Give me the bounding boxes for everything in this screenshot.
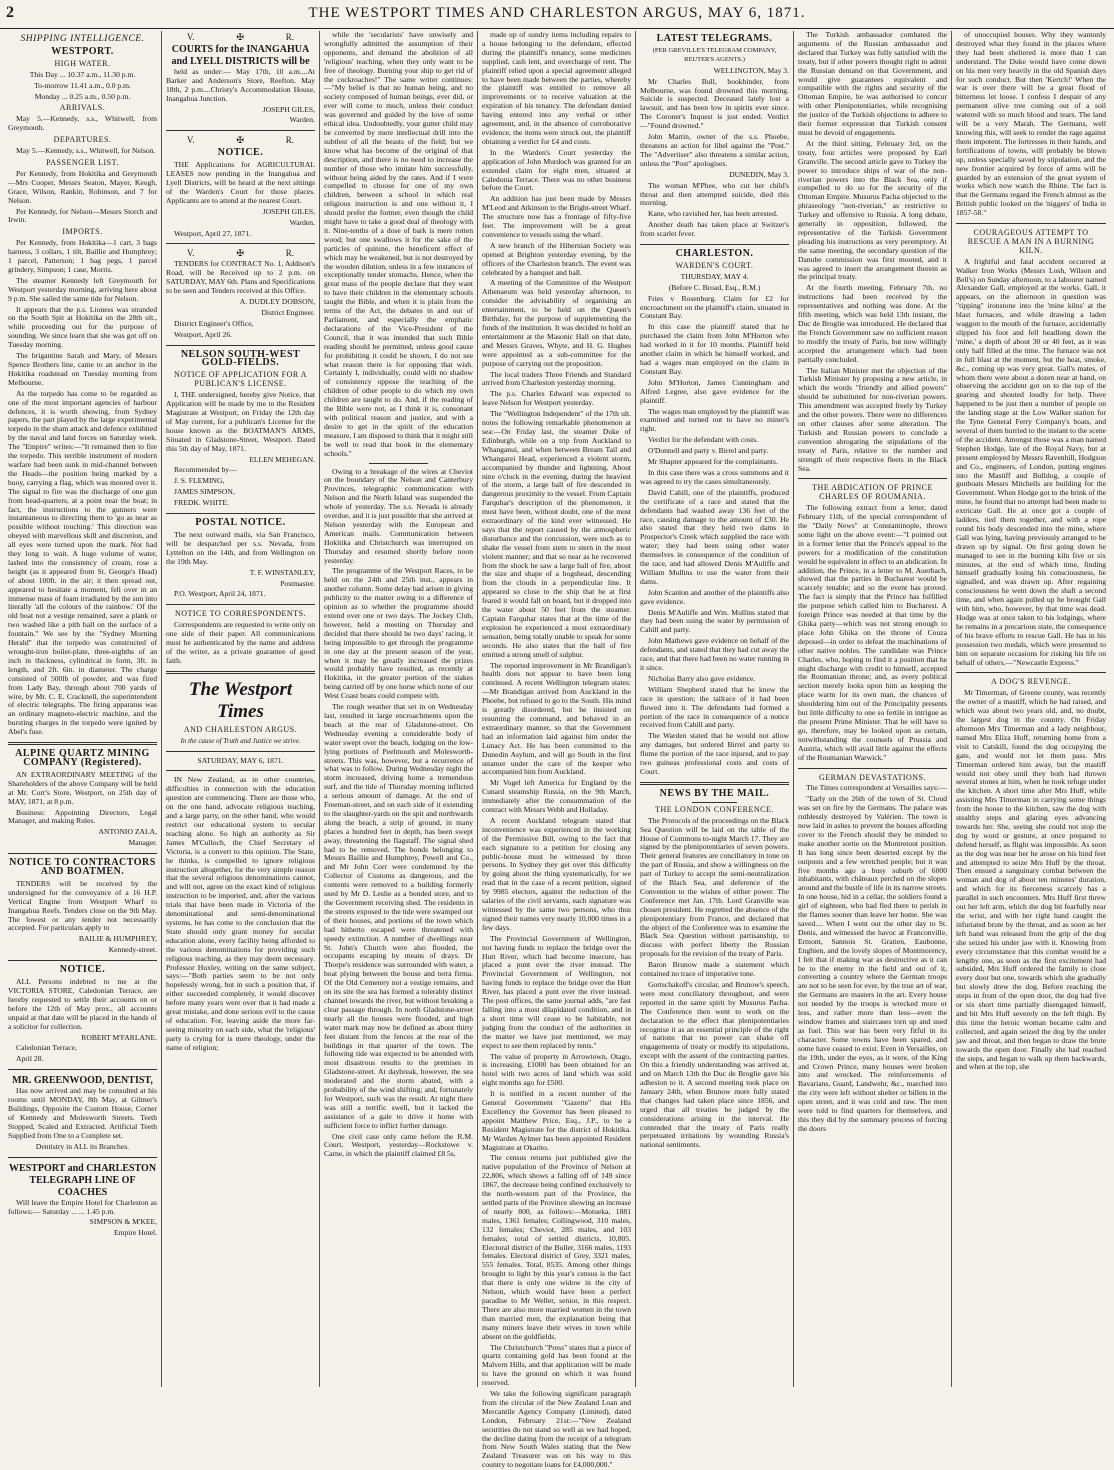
notice-heading: NOTICE.: [59, 964, 106, 976]
news-paragraph: The Christchurch "Press" states that a piece of quartz containing gold has been found at the Malvern Hills, and that application will be made to have the ground on which it was found reserved.: [482, 1342, 631, 1388]
masthead-title: THE WESTPORT TIMES AND CHARLESTON ARGUS, MAY 6, 1871.: [308, 5, 806, 21]
passenger-heading: PASSENGER LIST.: [46, 157, 119, 167]
court-paragraph: Mr Shapter appeared for the complainants.: [648, 457, 778, 467]
rescue-heading: COURAGEOUS ATTEMPT TO RESCUE A MAN IN A BURNING KILN.: [967, 228, 1095, 255]
courts-signature: JOSEPH GILES,: [262, 104, 315, 114]
wardens-court-before: (Before C. Broad, Esq., R.M.): [668, 282, 761, 292]
telegram-text: John Martin, owner of the s.s. Phoebe, threatens an action for libel against the "Post." The "Advertiser" also threatens a similar action, unless the "Post" apologises.: [640, 132, 789, 168]
goldfields-text: I, THE undersigned, hereby give Notice, that Application will be made by me to the Resident Magistrate at Westport, on Friday the 12th day of May current, for a publican's License for the house known as the BOATMAN'S ARMS, Situated in Gladstone-Street, Westport. Dated this 5th day of May, 1871.: [166, 390, 315, 453]
conference-paragraph: The Protocols of the proceedings on the Black Sea Question will be laid on the table of the House of Commons to-night March 17. They are signed by the plenipotentiaries of seven powers. Their general features are conciliatory in tone on the part of Russia, and show a willingness on the part of Turkey to accept the semi-neutralization of the Black Sea, and deference of the Convention to the wishes of either power. The Conference met Jan. 17th. Lord Granville was chosen president. He regretted the absence of the plenipotentiary from France, and declared that the object of the Conference was to examine the Black Sea Question without partisanship, to discuss with perfect liberty the Russian proposals for the revision of the treaty of Paris.: [640, 815, 789, 959]
conference-paragraph: At the third sitting, February 3rd, on the treaty, four articles were proposed by Earl Granville. The second article gave to Turkey the power to introduce ships of war of the non-riverian powers into the Black Sea, only if compelled to do so for the security of the Ottoman Empire. Musurus Pacha objected to the phraseology "non-riverian," as restrictive to Turkey and offensive to Russia. A long debate, generally in opposition, followed, the representative of the Turkish Government pleading his instructions as very peremptory. At the same meeting, the secondary question of the Danube commission was first mooted, and it was agreed to insert the arrangement therein as the principal treaty.: [798, 138, 947, 282]
column-3: [320, 31, 478, 1387]
royal-cipher: V. ✠ R.: [186, 32, 295, 42]
courts-heading: COURTS for the INANGAHUA and LYELL DISTRICTS will be: [171, 43, 310, 67]
alpine-text: AN EXTRAORDINARY MEETING of the Shareholders of the above Company will be held at Mr. Corr's Store, Westport, on 25th day of MAY, 1871, at 8 p.m.: [8, 769, 157, 806]
telegram-text: Another death has taken place at Switzer's from scarlet fever.: [640, 220, 789, 239]
contractors-text: TENDERS will be received by the undersigned for the conveyance of a 16 H.P. Vertical Engine from Westport Wharf to Inangahua Reefs. Tenders close on the 9th May. The lowest or any tender not necessarily accepted. For particulars apply to: [8, 878, 157, 933]
postal-heading: POSTAL NOTICE.: [195, 517, 286, 529]
dog-heading: A DOG'S REVENGE.: [991, 677, 1071, 687]
news-paragraph: The programme of the Westport Races, to be held on the 24th and 25th inst., appears in another column. Some delay had arisen in giving publicity to the matter owing to a difference of opinion as to whether the programme should extend over one or two days. The Jockey Club, however, held a meeting on Thursday and decided that there should be two days' racing, it being impossible to get through the programme in one day at the present season of the year, when it may be greatly increased the prizes would probably have resulted, as recently at Hokitika, in the greater portion of the stakes being carried off by one horse which none of our West Coast boats could compete with.: [324, 566, 473, 701]
arrivals-text: May 5.—Kennedy, s.s., Whitwell, from Greymouth.: [8, 114, 157, 133]
court-paragraph: John Mathews gave evidence on behalf of the defendants, and stated that they had cut away the race, and that there had been no water running in it since.: [640, 636, 789, 672]
leases-heading: NOTICE.: [217, 147, 264, 159]
conference-paragraph: Baron Brunow made a statement which contained no trace of imperative tone.: [640, 960, 789, 979]
postal-signature: Postmaster.: [280, 578, 315, 588]
paper-subtitle: AND CHARLESTON ARGUS.: [183, 724, 298, 734]
alpine-business: Business: Appointing Directors, Legal Manager, and making Rules.: [8, 807, 157, 826]
westport-heading: WESTPORT.: [51, 45, 114, 57]
news-paragraph: The p.s. Charles Edward was expected to leave Nelson for Westport yesterday.: [482, 389, 631, 408]
goldfields-signature: ELLEN MEHEGAN.: [249, 454, 315, 464]
court-paragraph: The wages man employed by the plaintiff was examined and turned out to have no miner's right.: [640, 406, 789, 434]
news-paragraph: The "Wellington Independent" of the 17th ult. notes the following remarkable phenomenon at sea:—On Friday last, the steamer Duke of Edinburgh, while on a trip from Auckland to Whanganui, and when between Bream Tail and Whangarei Head, experienced a violent storm, accompanied by thunder and lightning. About nine o'clock in the evening, during the heaviest of the storm, a large ball of fire descended in dangerous proximity to the vessel. From Captain Farquhar's description of the phenomenon, it must have been, without doubt, one of the most extraordinary of the kind ever witnessed. He says that the report caused by the atmospheric disturbance and the concussion, were such as to shake the vessel from stem to stern in the most violent manner; and that so near as he recovered from the shock he saw a large ball of fire, about the size and shape of a hogshead, descending from the clouds in a perpendicular line. It appeared so close to the ship that he at first feared it would fall on board, but it dropped into the water about 50 feet from the steamer. Captain Farquhar states that at the time of the explosion he experienced a most extraordinary sensation, being totally unable to speak for some seconds. He also states that the ball of fire emitted a strong smell of sulphur.: [482, 409, 631, 659]
news-paragraph: It is notified in a recent number of the General Government "Gazette" that His Excellency the Governor has been pleased to appoint Matthew Price, Esq., J.P., to be a Resident Magistrate for the district of Hokitika. Mr Warden Aylmer has been appointed Resident Magistrate at Okarito.: [482, 1089, 631, 1152]
columns: [4, 30, 1110, 1470]
coaches-signature: Empire Hotel.: [113, 1228, 157, 1238]
court-paragraph: David Cahill, one of the plaintiffs, produced the certificate of a race and stated that the defendants had washed away 136 feet of the race, causing damage to the amount of £30. He also stated that they held two dams in Prospector's Creek which supplied the race with water; they had been using other water themselves in consequence of the condition of the race, and had allowed Denis M'Auliffe and William Mullins to use the water from their dams.: [640, 487, 789, 586]
goldfields-signature: FREDK. WHITE.: [174, 498, 229, 508]
goldfields-signature: Recommended by—: [174, 465, 237, 475]
column-1: [4, 31, 162, 1387]
news-paragraph: The rough weather that set in on Wednesday last, resulted in large encroachments upon the beach at the rear of Gladstone-street. On Wednesday evening a considerable body of water swept over the beach, lodging on the low-lying portions of Peelmouth and Molesworth-streets. This was, however, but a recurrence of what was to follow. During Wednesday night the storm increased, driving home a tremendous surf, and the tide of Thursday morning inflicted a serious amount of damage. At the end of Freeman-street, and on each side of it extending to the slaughter-yards on the spit and northwards along the beach, a strip of ground, in many places a hundred feet in depth, has been swept away, threatening the flagstaff. The signal shed had to be removed. The bonds belonging to Messrs Baillie and Humphrey, Powell and Co., and Mr John Corr were condemned by the Collector of Customs as dangerous, and the contents were removed to a building formerly used by Mr D. Leslie as a bonded store, and to the Government receiving shed. The residents in the streets exposed to the tide were swamped out of their houses, and portions of the town which had hitherto escaped were threatened with speedy extinction. A number of dwellings near St. John's Church were also flooded, the occupants escaping by means of drays. Dr Thorpe's residence was surrounded with water, a boat plying between the house and terra firma. Of the Old Cemetery not a vestige remains, and on its site the sea has formed a tolerably distinct channel towards the river, but without breaking a clear passage through. In north Gladstone-street nearly all the houses were flooded, and high water mark may now be defined as about thirty feet distant from the fences at the rear of the buildings in that quarter of the town. The following tide was expected to be attended with most disastrous results to the premises in Gladstone-street. At daybreak, however, the sea moderated and the storm abated, with a probability of the wind shifting; and, fortunately for Westport, such was the result. At night there was still a terrific swell, but it lacked the assistance of a gale to drive it home with sufficient force to inflict further damage.: [324, 702, 473, 1130]
imports-text: Per Kennedy, from Hokitika—1 cart, 3 bags harness, 3 collars, 1 tilt, Baillie and Humphrey; 1 parcel, Patterson; 1 bag pegs, 1 parcel grindery, Simpson; 1 case, Morris.: [8, 238, 157, 274]
high-water-heading: HIGH WATER.: [54, 58, 111, 68]
departures-text: May 5.—Kennedy, s.s., Whitwell, for Nelson.: [16, 146, 156, 156]
alpine-signature: ANTONIO ZALA,: [98, 827, 157, 837]
high-water-line: To-morrow 11.41 a.m., 0.0 p.m.: [34, 80, 131, 90]
german-continued: of unoccupied houses. Why they wantonly destroyed what they found in the places where they had been sheltered is more than I can understand. The Duke would have come down on his men very heavily in the old Spanish days for such conduct. But then 'Kertch!' When the war is over there will be a great flood of bitterness let loose. I confess I despair of any permanent olive tree coming out of a soil watered with so much blood and tears. The land will be a very Marah. The Germans, well knowing this, will seek to render the rage against them impotent. The fortresses in their hands, and fortifications of towns, will probably be blown up, unless specially saved by stipulation, and the new frontier acquired by force of arms will be guarded by an extension of the great system of works which now watch the Rhine. The fact is that the Germans regard the French almost as the British public looked on the 'niggers' of India in 1857-58.": [956, 30, 1106, 218]
court-paragraph: John M'Horton, James Cunningham and Alfred Legree, also gave evidence for the plaintiff.: [640, 377, 789, 405]
goldfields-subheading: NOTICE OF APPLICATION FOR A PUBLICAN'S LICENSE.: [173, 370, 308, 389]
news-paragraph: made up of sundry items including repairs to a house belonging to the defendant, effected during the plaintiff's tenancy, some medicines supplied, cash lent, and overcharge of rent. The plaintiff relied upon a special agreement alleged to have been made between the parties, whereby the plaintiff was entitled to remove all improvements or to receive valuation at the expiration of his tenancy. The defendant denied having entered into any verbal or other agreement, and, in the absence of corroborative evidence, the items were struck out, the plaintiff obtaining a verdict for £4 and costs.: [482, 30, 631, 146]
abdication-text: The following extract from a letter, dated February 11th, of the special correspondent of the "Daily News" at Constantinople, throws some light on the above event:—"I pointed out in a former letter that the Prince's appeal to the powers for a modification of the constitution would be equivalent in effect to an abdication. In addition, the Prince, in a letter to M. Auerbach, showed that the parties in Bucharest would be scarcely tenable; and so the event has proved. The fact is simply that the Prince has fulfilled the purpose which called him to Bucharest. A foreign Prince was needed at that time by the Ghika party—which was not strong enough to place John Ghika on the throne of Couza deposed—in order to defeat the machinations of other native nobles. The candidate was Prince Charles, who, hoping to find it a position that he might discharge with credit to himself, accepted the Roumanian throne; and, as every political section merely looks upon him as keeping the place warm for its own man, the chances of shouldering him out of the Principality presents but little difficulty to one so fertile in intrigue as the present Prime Minister. That he will have to go, therefore, may be looked upon as certain, notwithstanding the counsels of Prussia and Austria, which will avail little against the effects of the Roumanian Warwick.": [798, 503, 947, 762]
court-paragraph: William Shepherd stated that he knew the race in question; the tailrace of it had been flowed into it. The defendants had formed a portion of the race in consequence of a notice received from Cahill and party.: [640, 684, 789, 730]
tenders-signature: District Engineer.: [261, 307, 315, 317]
dog-text: Mr Timerman, of Greene county, was recently the owner of a mastiff, which he had raised, and which was about two years old, and, no doubt, the largest dog in the country. On Friday afternoon Mrs Timerman and a lady neighbour, named Mrs Eliza Huff, returning home from a visit to Catskill, found the dog occupying the gate, and would not let them pass. Mrs Timerman ordered him away, but the mastiff would not obey until they both had thrown several stones at him, when he took refuge under the kitchen. A short time after Mrs Huff, while assisting Mrs Timerman in carrying some things from the house to the kitchen, saw the dog with stealthy steps and glaring eyes advancing towards her. She, seeing she could not stop the dog by word or gesture, at once prepared to defend herself, as flight was impossible. As soon as the dog was near her he arose on his hind feet and attempted to seize Mrs Huff by the throat. Then ensued a sanguinary combat between the woman and dog of about ten minutes' duration, and which for its fierceness scarcely has a parallel in such encounters. Mrs Huff first threw out her left arm, which the dog bit fearfully near the wrist, and with her right hand caught the infuriated brute by the throat, and as soon as her left hand was released from the grip of the dog she seized his under jaw with it. Knowing from every circumstance that this combat would be a lengthy one, as soon as the first excitement had subsided, Mrs Huff ordered the family to close every door but one, towards which she gradually but slowly drew the dog. Before reaching the steps in front of the open door, the dog had five or six short time partially disengaged himself, and bit Mrs Huff severely on the left thigh. By this time the heroic woman became calm and collected, and again seized the dog by the under jaw and throat, and then began to draw the brute towards the open door. Finally she had reached the steps, and began to walk up them backwards, and when at the top, she: [956, 688, 1106, 1072]
notice-signature: April 28.: [16, 1054, 44, 1064]
german-text: The Times correspondent at Versailles says:—: [806, 783, 947, 793]
court-paragraph: In this case there was a cross summons and it was agreed to try the cases simultaneously.: [640, 467, 789, 486]
notice-signature: ROBERT M'FARLANE.: [81, 1032, 157, 1042]
court-paragraph: Verdict for the defendant with costs.: [648, 435, 759, 445]
german-heading: GERMAN DEVASTATIONS.: [819, 772, 926, 782]
news-by-mail-heading: NEWS BY THE MAIL.: [659, 787, 770, 799]
german-text: "Early on the 26th of the town of St. Cloud was set on fire by the Germans. The palace was ruthlessly destroyed by Valérien. The town is now laid in ashes to prevent the houses affording cover to the French should they be minded to make another sortie on the Montretout position. It has long since been deserted except by the outposts and a few wretched people; but it was five months ago a busy suburb of 6000 inhabitants, with châteaux perched on the slopes around and the bustle of life in its narrow streets. In one house, hid in a cellar, the soldiers found a girl of eighteen, who had fled there to perish in the flames sooner than leave her home. She was saved.... When I went out the other day to St. Denis, and witnessed the havoc at Franconville, Ermont, Sannois St. Gratien, Eaubonne, Enghien, and the lovely slopes of Montmorency, I felt that if making war as destructive as it can be to the enemy in the field and out of it, converting a country where the German troops are not to be seen for ever, by the true art of war, the Germans are masters in the art. Every house not needed by the troops is wrecked more or less, and rather more than less—even the window frames and staircases torn up and used as fuel. This war has been very fitful in its character. Some towns have been spared, and some have ceased to exist. Even in Versailles, on the 19th, under the eyes, as it were, of the King and Crown Prince, many houses were broken into and wrecked. The reinforcements of Bavarians, Guard, Landwehr, &c., marched into the city were left without shelter or billets in the open street, and it was cold and raw. The men were told to find quarters for themselves, and this they did by the summary process of forcing the doors: [798, 794, 947, 1133]
passenger-text: Per Kennedy, from Hokitika and Greymouth—Mrs Cooper, Messrs Seaton, Mayer, Keogh, Grace, Wilson, Rankin, Robinson, and 7 for Nelson.: [8, 168, 157, 205]
column-6: [794, 31, 952, 1387]
rescue-text: A frightful and fatal accident occurred at Walker Iron Works (Messrs Losh, Wilson and Bell's) on Sunday afternoon, to a labourer named Alexander Gall, employed at the works. Gall, it appears, on the afternoon in question was "tipping" ironstone into the 'mine kilns' at the blast furnaces, and while drawing a laden waggon to the mouth of the furnace, accidentally slipped his foot and fell headlong down the 'mine,' a depth of about 30 or 40 feet, as it was only half filled at the time. The furnace was not in full blast at the moment, but the heat, smoke, &c., coming up was very great. Gall's mates, of whom there were about a dozen near at hand, on observing the accident got on to the top of the gearing and shouted loudly for help. There happened to be just then a number of people on the landing stage at the Low Walker station for the Tyne General Ferry Company's boats, and several of them hurried to the instant to the scene of the accident. Amongst those was a man named Stephen Hodge, late of the Royal Navy, but at present employed by Messrs Ravenhill, Hodgson and Co., engineers, of London, putting engines into the Mastiff and Bulldog, a couple of gunboats Messrs Mitchells are building for the Government. When Hodge got to the brink of the mine, he found that no attempt had been made to extricate Gall. He at once got a couple of ladders, tied them together, and with a rope round his body descended into the mine, where Gall was lying, having previously arranged to be drawn up by signal. On first going down he managed to see in the burning kiln five or six minutes, at the end of which time, finding himself gradually losing his consciousness, he signalled, and was drawn up. After regaining consciousness he went down the shaft a second time, and when again pulled up he brought Gall with him, who, however, by that time was dead. Hodge was at once taken to his lodgings, where he remains in a precarious state, the consequence of his brave efforts to rescue Gall. He has in his possession two medals, which were presented to him on separate occasions for risking his life on behalf of others.—"Newcastle Express.": [956, 256, 1106, 667]
page-number: 2: [6, 4, 14, 21]
telegram-text: Mr Charles Bull, bookbinder, from Melbourne, was found drowned this morning. Suicide is suspected. Deceased lately lost a lawsuit, and has been low in spirits ever since. The Coroner's Inquest is just ended. Verdict—"Found drowned.": [640, 76, 789, 131]
column-7: [952, 31, 1110, 1387]
tenders-signature: A. DUDLEY DOBSON,: [239, 296, 315, 306]
news-paragraph: A new branch of the Hibernian Society was opened at Brighton yesterday evening, by the officers of the Charleston branch. The event was celebrated by a banquet and ball.: [482, 240, 631, 277]
column-5: [636, 31, 794, 1387]
conference-paragraph: The Italian Minister met the objection of the Turkish Minister by proposing a new article, in which the words "friendly and allied powers" should be substituted for non-riverian powers. This amendment was accepted freely by Turkey and the other powers. There were no differences on other clauses after some alteration. The Turkish and Russian powers to conclude a convention abrogating the stipulations of the treaty of Paris, relative to the number and strength of their respective fleets in the Black Sea.: [798, 365, 947, 473]
court-paragraph: In this case the plaintiff stated that he purchased the claim from John M'Horton who had worked in it for 10 months. Plaintiff held another claim in which he himself worked, and had a wages man employed on the claim in Constant Bay.: [640, 322, 789, 376]
shipping-paragraph: It appears that the p.s. Lioness was stranded on the South Spit at Hokitika on the 28th ult., while proceeding out for the purpose of sounding. We since learn that she was got off on Tuesday morning.: [8, 304, 157, 350]
correspondents-heading: NOTICE TO CORRESPONDENTS.: [174, 609, 307, 619]
shipping-heading: SHIPPING INTELLIGENCE.: [20, 34, 145, 44]
paper-date: SATURDAY, MAY 6, 1871.: [197, 755, 284, 765]
telegram-dateline: DUNEDIN, May 3.: [729, 169, 789, 179]
leases-signature: Warden.: [289, 217, 315, 227]
conference-paragraph: The Turkish ambassador combated the arguments of the Russian ambassador and declared that Turkey was fully satisfied with the treaty, but if other powers thought right to admit the Russian demand on that Government, and would give guarantees equivalent and compatible with the rights and security of the Ottoman Empire, he was authorised to concur with other Plenipotentiaries, while recognising the justice of the Turkish objections to adhere to their former expression that Turkish consent must be devoid of engagements.: [798, 30, 947, 137]
news-paragraph: The value of property in Arrowtown, Otago, is increasing. £1000 has been obtained for an hotel with two acres of land which was sold eight months ago for £500.: [482, 1051, 631, 1088]
courts-signature: Warden.: [289, 115, 315, 125]
news-paragraph: Owing to a breakage of the wires at Cheviot on the boundary of the Nelson and Canterbury Provinces, telegraphic communication with Nelson and the North Island was suspended the whole of yesterday. The s.s. Nevada is already overdue, and it is just possible that she arrived at Nelson yesterday with the European and American mails. Communication between Hokitika and Christchurch was interrupted on Thursday and resumed shortly before noon yesterday.: [324, 466, 473, 565]
postal-signature: P.O. Westport, April 24, 1871.: [174, 589, 266, 599]
shipping-paragraph: The steamer Kennedy left Greymouth for Westport yesterday morning, arriving here about 9 p.m. She sailed the same tide for Nelson.: [8, 275, 157, 303]
goldfields-signature: JAMES SIMPSON,: [174, 487, 235, 497]
tenders-signature: Westport, April 26.: [174, 329, 233, 339]
editorial-text: IN New Zealand, as in other countries, difficulties in connection with the education question are commencing. There are those who, on the one hand, advocate religious teaching, and a large party, on the other hand, who would restrict our educational system to secular teaching alone. So high an authority as Sir James M'Culloch, the Chief Secretary of Victoria, is a convert to this opinion. The State, he thinks, is compelled to ignore religious instruction altogether, for the very simple reason that the several religious denominations cannot, and will not, agree on the exact kind of religious instruction to be imported, and, after the various trials that have been made in Victoria of the denominational and semi-denominational systems, he has come to the conclusion that the State should only grant money for secular education alone, every facility being afforded to the various denominations for providing such religious teaching, as they may deem necessary. Professor Huxley, writing on the same subject, says:—"Both parties seem to be not only hopelessly wrong, but in such a position that, if either succeeded completely, it would discover before many years were over that it had made a great mistake, and done serious evil to the cause of education. For, leaving aside the more far-seeing minority on each side, what the 'religious' party is crying for is mere theology, under the name of religion;: [166, 775, 315, 1052]
alpine-signature: Manager.: [128, 838, 157, 848]
contractors-heading: NOTICE TO CONTRACTORS AND BOATMEN.: [9, 857, 156, 878]
alpine-heading: ALPINE QUARTZ MINING COMPANY (Registered).: [15, 748, 150, 768]
court-paragraph: The Warden stated that he would not allow any damages, but ordered Birrel and party to flume the portion of the race injured, and to pay two guineas professional costs and costs of Court.: [640, 731, 789, 776]
wardens-court-date: THURSDAY, MAY 4.: [680, 271, 749, 281]
court-paragraph: O'Donnell and party v. Birrel and party.: [648, 446, 769, 456]
shipping-paragraph: The brigantine Sarah and Mary, of Messrs Spence Brothers line, came to an anchor in the Hokitika roadstead on Tuesday morning from Melbourne.: [8, 351, 157, 387]
leases-text: THE Applications for AGRICULTURAL LEASES now pending in the Inangahua and Lyell Districts, will be heard at the next sittings of the Warden's Court for those places. Applicants are to attend at the nearest Court.: [166, 160, 315, 205]
notice-text: ALL Persons indebted to me at the VICTORIA STORE, Caledonian Terrace, are hereby requested to settle their accounts on or before the 12th of May prox., all accounts unpaid at that date will be placed in the hands of a solicitor for collection.: [8, 977, 157, 1031]
coaches-text: Will leave the Empire Hotel for Charleston as follows:— Saturday ... ... 1.45 p.m.: [8, 1197, 157, 1216]
editorial-continued: while the 'secularists' have unwisely and wrongfully admitted the assumption of their opponents, and demand the abolition of all 'religious' teaching, when they only want to be free of theology. Burning your ship to get rid of the cockroaches!" The same writer continues:—"My belief is that no human being, and no society composed of human beings, ever did, or ever will come to much, unless their conduct was governed and guided by the love of some ethical idea. Undoubtedly, your gutter child may be converted by mere intellectual drill into the subtlest of all the beasts of the field; but we know what has become of the original of that description, and there is no need to increase the number of those who imitate him successfully, without being aided by the rates. And if I were compelled to choose for one of my own children, between a school in which real religious instruction is and one without it, I should prefer the former, even though the child might have to take a good deal of theology with it. Nine-tenths of a dose of bark is mere rotten wood; but one swallows it for the sake of the particles of quinine, the beneficent effect of which may be weakened, but is not destroyed by the wooden dilution, unless in a few instances of exceptionally tender stomachs. Hence, when the great mass of the people declare that they want to have their children in the elementary schools taught the Bible, and when it is plain from the terms of the Act, the debates in and out of Parliament, and especially the emphatic declarations of the Vice-President of the Council, that it was intended that such Bible reading should be permitted, unless good cause for prohibiting it could be shown, I do not see what reason there is for opposing that wish. Certainly I, individually, could with no shadow of consistency oppose the teaching of the children of other people to do which my own children are taught to do. And, if the reading of the Bible were not, as I think it is, consonant with political reason and justice, and with a desire to get in the spirit of the education measure, I am disposed to think that it might still be well to read that book in the elementary schools.": [324, 30, 473, 458]
masthead: [0, 0, 1114, 29]
telegram-text: The woman M'Phee, who cut her child's throat and then attempted suicide, died this morning.: [640, 180, 789, 208]
imports-heading: IMPORTS.: [62, 227, 103, 237]
arrivals-heading: ARRIVALS.: [59, 103, 106, 113]
departures-heading: DEPARTURES.: [53, 135, 112, 145]
news-paragraph: The Provincial Government of Wellington, not having funds to replace the bridge over the Hutt River, which had become insecure, has placed a punt over the river instead. The Provincial Government of Wellington, not having funds to replace the bridge over the Hutt River, has placed a punt over the river instead. The post offices, the same journal adds, "are fast falling into a most dilapidated condition, and in a short time will cease to be habitable, not judging from the conduct of the authorities in the matter we have just mentioned, we may expect to see them replaced by tents.": [482, 933, 631, 1050]
goldfields-heading: NELSON SOUTH-WEST GOLD-FIELDS.: [180, 348, 301, 369]
charleston-heading: CHARLESTON.: [675, 248, 754, 260]
leases-signature: JOSEPH GILES,: [262, 206, 315, 216]
news-paragraph: The census returns just published give the native population of the Province of Nelson at 22,806, which shows a falling off of 149 since 1867, the decrease being confined exclusively to the north-western part of the Province, the settled parts of the Province showing an increase of nearly 800, as follows:—Motueka, 1881 males, 1361 females; Collingwood, 310 males, 132 females; Cheviot, 285 males, and 103 females; total of settled districts, 10,805. Electoral district of the Buller, 3166 males, 1193 females. Electoral district of Grey, 3321 males, 555 females. Total, 8535. Among other things brought to light by this year's census is the fact that there is only one widow in the city of Nelson, which would have been a perfect paradise to Mr Weller, senior, in this respect. There are also more married women in the town than married men, the explanation being that many miners leave their wives in town while absent on the goldfields.: [482, 1153, 631, 1341]
high-water-line: This Day ... 10.37 a.m., 11.30 p.m.: [29, 69, 136, 79]
dentist-note: Dentistry in ALL its Branches.: [35, 1141, 130, 1151]
postal-text: The next outward mails, via San Francisco, will be despatched per s.s. Nevada, from Lyttelton on the 14th, and from Wellington on the 19th May.: [166, 529, 315, 566]
contractors-signature: Kennedy-street.: [108, 945, 157, 955]
coaches-signature: SIMPSON & M'KEE,: [89, 1217, 157, 1227]
news-paragraph: Mr Vogel left America for England by the Cunard steamship Russia, on the 9th March, immediately after the consummation of the contract with Messrs Webb and Holladay.: [482, 778, 631, 815]
news-paragraph: We take the following significant paragraph from the circular of the New Zealand Loan and Mercantile Agency Company (Limited), dated London, February 21st:—"New Zealand securities do not stand so well as we had hoped, the decline dating from the receipt of a telegram from New South Wales stating that the New Zealand Treasurer was on his way to this country to negotiate loans for £4,000,000.": [482, 1389, 631, 1470]
paper-title: The Westport Times: [188, 678, 293, 722]
royal-cipher: V. ✠ R.: [186, 248, 295, 259]
abdication-heading: THE ABDICATION OF PRINCE CHARLES OF ROUMANIA.: [812, 483, 933, 502]
news-paragraph: A meeting of the Committee of the Westport Athenaeum was held yesterday afternoon, to consider the advisability of organising an entertainment, to be held on the Queen's Birthday, for the purpose of supplementing the funds of the institution. It was decided to hold an entertainment at the Masonic Hall on that date, and Messrs Graves, Whyte, and H. G. Hughes were appointed as a sub-committee for the purpose of carrying out the proposition.: [482, 278, 631, 368]
news-paragraph: One civil case only came before the R.M. Court, Westport, yesterday—Rockstowe v. Carne, in which the plaintiff claimed £8 5s,: [324, 1131, 473, 1159]
courts-text: held as under:— May 17th, 10 a.m....At Barker and Anderson's Store, Reefton. May 18th, 2 p.m....Christy's Accommodation House, Inangahua Junction.: [166, 66, 315, 103]
coaches-heading: WESTPORT and CHARLESTON TELEGRAPH LINE OF COACHES: [8, 1162, 157, 1198]
court-paragraph: Nicholas Barry also gave evidence.: [648, 673, 756, 683]
news-paragraph: In the Warden's Court yesterday the application of John Murdoch was granted for an extended claim for eight men, situated at Caledonia Terrace. There was no other business before the Court.: [482, 147, 631, 193]
news-paragraph: A recent Auckland telegram stated that inconvenience was experienced in the working of the Permissive Bill, owing to the fact that each signature to a petition for closing any public-house must be witnessed by three persons. In Sydney they get over this difficulty by going about the thing systematically, for we read that in the case of a recent petition, signed by 9985 electors, against the reduction of the salaries of the civil servants, each signature was witnessed by the same two persons, who thus signed their names very nearly 10,000 times in a few days.: [482, 815, 631, 932]
passenger-text: Per Kennedy, for Nelson—Messrs Storch and Irwin.: [8, 206, 157, 225]
news-paragraph: The local traders Three Friends and Standard arrived from Charleston yesterday morning.: [482, 369, 631, 388]
high-water-line: Monday ... 0.25 a.m., 0.50 p.m.: [34, 91, 131, 101]
goldfields-signature: J. S. FLEMING,: [174, 476, 225, 486]
telegram-dateline: WELLINGTON, May 3.: [713, 65, 789, 75]
news-paragraph: The reported improvement in Mr Brandigan's health does not appear to have been long continued. A recent Wellington telegram states:—Mr Brandigan arrived from Auckland in the Phoebe, but refused to go to the South. His mind is greatly disordered, but he insisted on resuming the command, and behaved in an extraordinary manner, so that the Government had an information laid against him under the Lunacy Act. He has been committed to the Dunedin Asylum, and will go South in the first steamer under the care of the keeper who accompanied him from Auckland.: [482, 660, 631, 777]
court-paragraph: John Scanlon and another of the plaintiffs also gave evidence.: [640, 587, 789, 606]
conference-heading: THE LONDON CONFERENCE.: [655, 804, 774, 814]
paper-motto: In the cause of Truth and Justice we strive.: [180, 736, 301, 745]
telegram-text: Kane, who ravished her, has been arrested.: [648, 209, 778, 219]
dentist-heading: MR. GREENWOOD, DENTIST,: [12, 1075, 153, 1087]
correspondents-text: Correspondents are requested to write only on one side of their paper. All communications must be authenticated by the name and address of the writer, as a private guarantee of good faith.: [166, 620, 315, 665]
contractors-signature: BAILIE & HUMPHREY,: [78, 934, 157, 944]
news-paragraph: An addition has just been made by Messrs M'Leod and Atkinson to the Bright-street Wharf. The structure now has a frontage of fifty-five feet. The improvement will be a great convenience to vessels using the wharf.: [482, 194, 631, 239]
dentist-text: Has now arrived and may be consulted at his rooms until MONDAY, 8th May, at Gilmer's Buildings, Opposite the Custom House, Corner of Kennedy and Molesworth Streets. Teeth Stopped, Scaled and Extracted. Artificial Teeth Supplied from One to a Complete set.: [8, 1086, 157, 1140]
court-paragraph: Fries v Rosenburg. Claim for £2 for encroachment on the plaintiff's claim, situated in Constant Bay.: [640, 293, 789, 321]
tenders-text: TENDERS for CONTRACT No. 1, Addison's Road, will be Received up to 2 p.m. on SATURDAY, MAY 6th. Plans and Specifications to be seen and Tenders received at this Office.: [166, 259, 315, 296]
conference-paragraph: Gortschakoff's circular, and Brunow's speech, were most conciliatory throughout, and were reported in the same spirit by Musurus Pacha. The Conference then went to work on the declaration to the effect that plenipotentiaries recognise it as an essential principle of the right of nations that no power can shake off engagements of treaty or modify its stipulations, except with the assent of the contracting parties. On this a friendly understanding was arrived at, and on March 13th the Duc de Broglie gave his adhesion to it. A second meeting took place on January 24th, when Brunow more fully stated that changes had taken place since 1856, and urged that all treaties be judged by the considerations arising in the interval. He contended that the treaty of Paris really perpetuated irritations by wounding Russia's national sentiments.: [640, 980, 789, 1150]
shipping-paragraph: As the torpedo has come to be regarded as one of the most important agencies of harbour defences, it is worth showing, from Sydney papers, the part played by the large experimental torpedo in the sham attack and defence exhibited by the naval and land forces on Saturday week. The "Empire" writes:—"It remained then to fire the torpedo. This terrible instrument of modern warfare had been sunk in mid-channel between the Heads—the position being marked by a buoy, carrying a flag, which was moored over it. The signal to fire was the discharge of one gun from head-quarters, at a point near the boat; in fact, the instructions to the gunners were instantaneous to directing them to 'go as near as possible without touching.' This direction was obeyed with marvellous skill and discretion, and all eyes were turned upon the mark. Nor had they long to wait. A huge volume of water, lashed into the consistency of cream, rose a height (as it appeared from St. George's Head) of about 100ft. in the air; it then spread out, appeared to hesitate a moment, fell over in an immense mass of foam irradiated by the sun into literally 'all the colours of the rainbow.' Of the old boat not a vestige remained, save a plank or two washed like a pith ball on the surface of a fountain." We see by the "Sydney Morning Herald" that the torpedo was constructed of wrought-iron boiler-plate, three-eighths of an inch in thickness, cylindrical in form, 3ft. in length, and 2ft. 6in. in diameter. The charge consisted of 500lb of powder, and was fired from Lady Bay, through about 700 yards of wire, by Mr. C. E. Cracknell, the superintendent of electric telegraphs. The firing apparatus was an ordinary magneto-electric machine, and the bursting charges in the torpedo were ignited by Abel's fuse.: [8, 388, 157, 737]
conference-paragraph: At the fourth meeting, February 7th, no instructions had been received by the representatives and nothing was done. At the fifth meeting, which was held 13th instant, the Duc de Broglie was introduced. He declared that the French Government saw no sufficient reason to modify the treaty of Paris, but now willingly accepted the arrangement which had been partially concluded.: [798, 283, 947, 364]
notice-signature: Caledonian Terrace,: [16, 1043, 77, 1053]
court-paragraph: Denis M'Auliffe and Wm. Mullins stated that they had been using the water by permission of Cahill and party.: [640, 607, 789, 635]
telegrams-subheading: (PER GREVILLE'S TELEGRAM COMPANY, REUTER'S AGENTS.): [652, 46, 777, 63]
column-4: [478, 30, 636, 1470]
telegrams-heading: LATEST TELEGRAMS.: [656, 33, 773, 44]
wardens-court-heading: WARDEN'S COURT.: [675, 260, 754, 270]
column-2: [162, 31, 320, 1387]
postal-signature: T. F. WINSTANLEY,: [249, 567, 315, 577]
royal-cipher: V. ✠ R.: [186, 135, 295, 146]
tenders-signature: District Engineer's Office,: [174, 318, 254, 328]
leases-signature: Westport, April 27, 1871.: [174, 228, 252, 238]
